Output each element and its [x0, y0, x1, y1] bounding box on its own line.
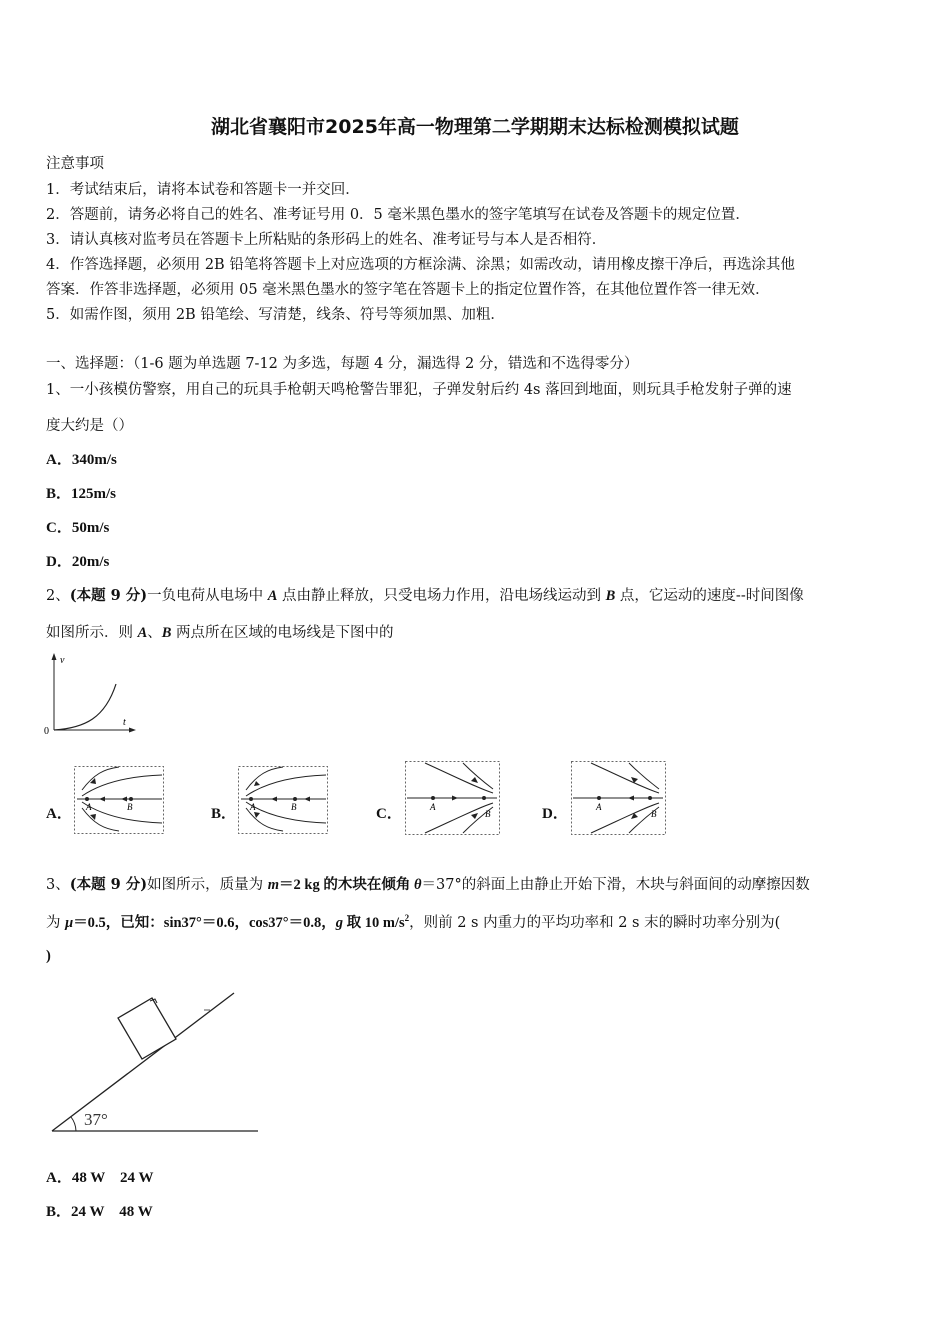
notice-item: 1．考试结束后，请将本试卷和答题卡一并交回． [46, 182, 360, 198]
q1-option-d: D．20m/s [46, 554, 110, 570]
question-2-text: 如图所示．则 A、B 两点所在区域的电场线是下图中的 [46, 625, 394, 641]
point-b-label: B [651, 809, 657, 819]
section-heading: 一、选择题：（1-6 题为单选题 7-12 为多选，每题 4 分，漏选得 2 分，错选和不选得零分） [46, 356, 639, 372]
question-1-text: 度大约是（） [46, 418, 133, 434]
notice-item: 4．作答选择题，必须用 2B 铅笔将答题卡上对应选项的方框涂满、涂黑；如需改动，请用橡皮擦干净后，再选涂其他 [46, 257, 795, 273]
notice-heading: 注意事项 [46, 156, 104, 172]
velocity-time-graph [40, 650, 140, 740]
question-3-text: ) [46, 948, 51, 964]
point-a-label: A [86, 802, 92, 812]
q1-option-b: B．125m/s [46, 486, 117, 502]
angle-label: 37° [84, 1110, 108, 1129]
point-b-label: B [485, 809, 491, 819]
q2-choice-c-label: C． [376, 806, 402, 822]
question-2-text: 2、(本题 9 分)一负电荷从电场中 A 点由静止释放，只受电场力作用，沿电场线运动到 B 点，它运动的速度--时间图像 [46, 587, 804, 604]
notice-item: 3．请认真核对监考员在答题卡上所粘贴的条形码上的姓名、准考证号与本人是否相符． [46, 232, 607, 248]
v-axis-label: v [60, 655, 65, 666]
field-lines-option-d [571, 761, 666, 835]
question-1-text: 1、一小孩模仿警察，用自己的玩具手枪朝天鸣枪警告罪犯，子弹发射后约 4s 落回到地面，则玩具手枪发射子弹的速 [46, 382, 792, 398]
notice-item: 答案．作答非选择题，必须用 05 毫米黑色墨水的签字笔在答题卡上的指定位置作答，在其他位置作答一律无效． [46, 282, 770, 298]
notice-item: 5．如需作图，须用 2B 铅笔绘、写清楚，线条、符号等须加黑、加粗． [46, 307, 505, 323]
notice-item: 2．答题前，请务必将自己的姓名、准考证号用 0．5 毫米黑色墨水的签字笔填写在试卷及答题卡的规定位置． [46, 207, 750, 223]
q3-option-a: A．48 W 24 W [46, 1170, 154, 1186]
page-title: 湖北省襄阳市2025年高一物理第二学期期末达标检测模拟试题 [211, 116, 739, 138]
q2-choice-b-label: B． [211, 806, 237, 822]
origin-label: 0 [44, 726, 49, 737]
t-axis-label: t [123, 717, 126, 728]
point-a-label: A [250, 802, 256, 812]
field-lines-option-a [74, 766, 164, 834]
q3-option-b: B．24 W 48 W [46, 1204, 153, 1220]
incline-figure [46, 985, 266, 1137]
point-a-label: A [596, 802, 602, 812]
q1-option-c: C．50m/s [46, 520, 110, 536]
point-b-label: B [291, 802, 297, 812]
q1-option-a: A．340m/s [46, 452, 117, 468]
point-b-label: B [127, 802, 133, 812]
q2-choice-d-label: D． [542, 806, 568, 822]
q2-choice-a-label: A． [46, 806, 72, 822]
field-lines-option-c [405, 761, 500, 835]
field-lines-option-b [238, 766, 328, 834]
point-a-label: A [430, 802, 436, 812]
question-3-text: 为 μ＝0.5，已知：sin37°＝0.6，cos37°＝0.8，g 取 10 $m/s^2$，则前 2 s 内重力的平均功率和 2 s 末的瞬时功率分别为( [46, 913, 781, 931]
wooden-block [118, 998, 176, 1059]
question-3-text: 3、(本题 9 分)如图所示，质量为 m＝2 kg 的木块在倾角 θ＝37°的斜面上由静止开始下滑，木块与斜面间的动摩擦因数 [46, 876, 810, 893]
